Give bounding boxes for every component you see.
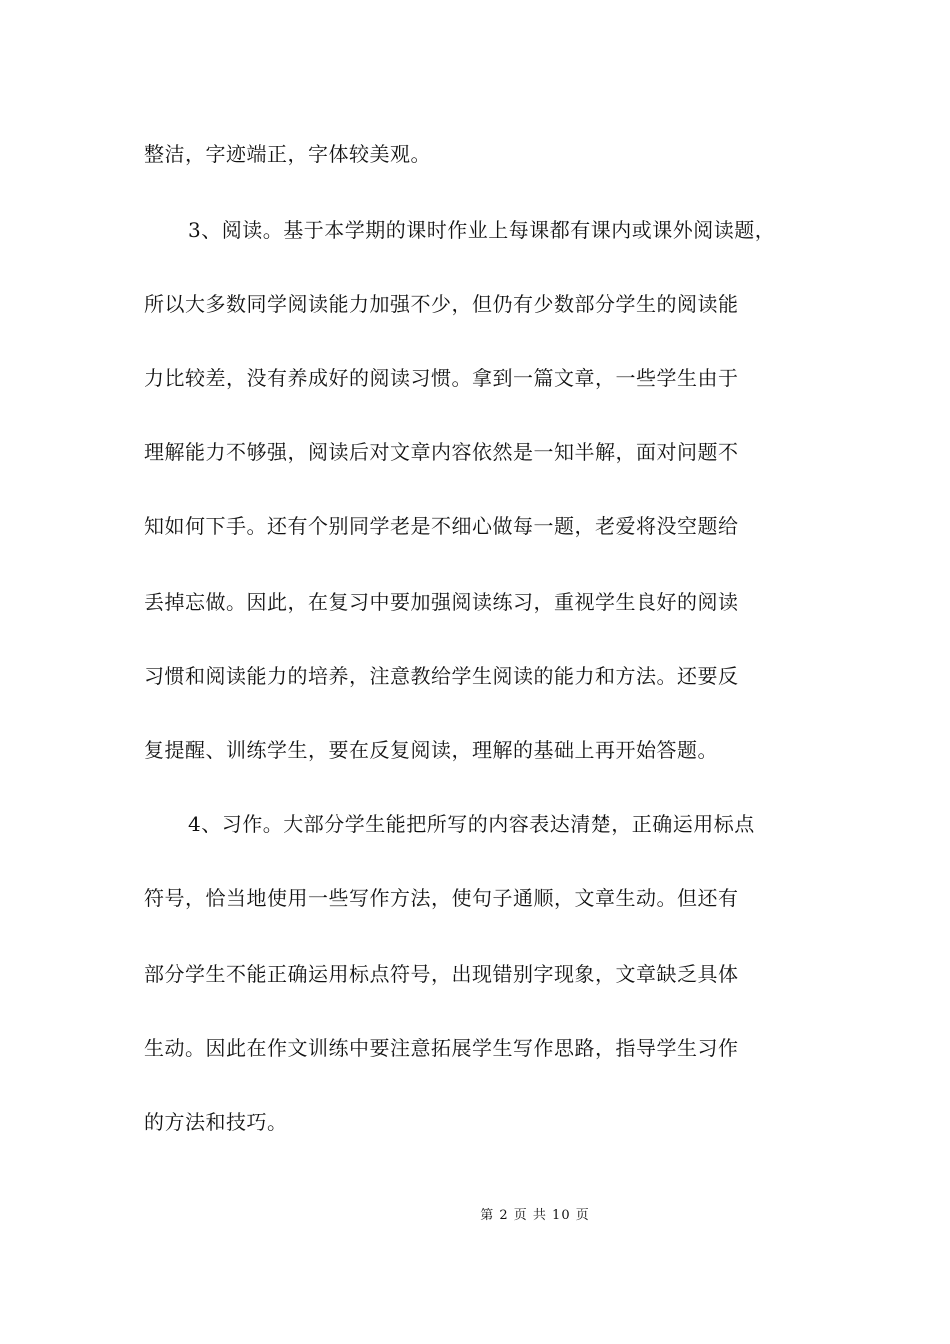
page-number-footer: 第 2 页 共 10 页	[480, 1208, 590, 1223]
text-line: 力比较差，没有养成好的阅读习惯。拿到一篇文章，一些学生由于	[144, 366, 739, 390]
text-line: 部分学生不能正确运用标点符号，出现错别字现象，文章缺乏具体	[144, 962, 739, 986]
text-line: 符号，恰当地使用一些写作方法，使句子通顺，文章生动。但还有	[144, 886, 739, 910]
paragraph-4-start: 4、习作。大部分学生能把所写的内容表达清楚，正确运用标点	[188, 812, 755, 836]
text-line: 丢掉忘做。因此，在复习中要加强阅读练习，重视学生良好的阅读	[144, 590, 739, 614]
text-line: 的方法和技巧。	[144, 1110, 288, 1134]
text-line: 习惯和阅读能力的培养，注意教给学生阅读的能力和方法。还要反	[144, 664, 739, 688]
text-line: 知如何下手。还有个别同学老是不细心做每一题，老爱将没空题给	[144, 514, 739, 538]
paragraph-3-start: 3、阅读。基于本学期的课时作业上每课都有课内或课外阅读题，	[188, 218, 776, 242]
text-line: 复提醒、训练学生，要在反复阅读，理解的基础上再开始答题。	[144, 738, 718, 762]
text-line: 理解能力不够强，阅读后对文章内容依然是一知半解，面对问题不	[144, 440, 739, 464]
text-line: 整洁，字迹端正，字体较美观。	[144, 142, 431, 166]
text-line: 生动。因此在作文训练中要注意拓展学生写作思路，指导学生习作	[144, 1036, 739, 1060]
text-line: 所以大多数同学阅读能力加强不少，但仍有少数部分学生的阅读能	[144, 292, 739, 316]
